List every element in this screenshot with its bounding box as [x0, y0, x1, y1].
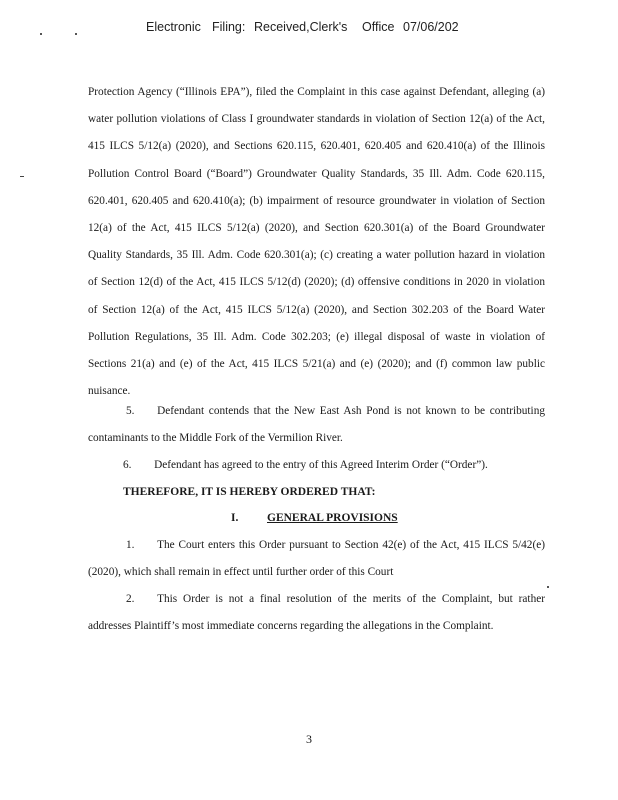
section-heading: [231, 512, 398, 524]
header-received: Received,Clerk's: [254, 20, 348, 34]
paragraph-6: 6. Defendant has agreed to the entry of this Agreed Interim Order (“Order”).: [123, 459, 488, 471]
scan-speck: [75, 33, 77, 35]
header-filing: Filing:: [212, 20, 246, 34]
provision-2: 2. This Order is not a final resolution of the merits of the Complaint, but rather addresses Plaintiff’s most immediate concerns regarding the allegations in the Complaint.: [88, 593, 545, 633]
section-title: GENERAL PROVISIONS: [267, 512, 398, 524]
page-number: 3: [306, 732, 312, 746]
scan-speck: [547, 586, 549, 588]
provision-1: 1. The Court enters this Order pursuant to Section 42(e) of the Act, 415 ILCS 5/42(e) (2020), which shall remain in effect until further order of this Court: [88, 539, 545, 579]
paragraph-intro: Protection Agency (“Illinois EPA”), filed the Complaint in this case against Defendant, alleging (a) water pollution violations of Class I groundwater standards in violation of Section 12(a) of the Act, 415 ILCS 5/12(a) (2020), and Sections 620.115, 620.401, 620.405 and 620.410(a) of the Illinois Pollution Control Board (“Board”) Groundwater Quality Standards, 35 Ill. Adm. Code 620.115, 620.401, 620.405 and 620.410(a); (b) impairment of resource groundwater in violation of Section 12(a) of the Act, 415 ILCS 5/12(a) (2020), and Section 620.301(a) of the Board Groundwater Quality Standards, 35 Ill. Adm. Code 620.301(a); (c) creating a water pollution hazard in violation of Section 12(d) of the Act, 415 ILCS 5/12(d) (2020); (d) offensive conditions in 2020 in violation of Section 12(a) of the Act, 415 ILCS 5/12(a) (2020), and Section 302.203 of the Board Water Pollution Regulations, 35 Ill. Adm. Code 302.203; (e) illegal disposal of waste in violation of Sections 21(a) and (e) of the Act, 415 ILCS 5/21(a) and (e) (2020); and (f) common law public nuisance.: [88, 86, 545, 398]
section-number: I.: [231, 512, 239, 524]
filing-stamp-header: [0, 20, 618, 38]
paragraph-5: 5. Defendant contends that the New East Ash Pond is not known to be contributing contaminants to the Middle Fork of the Vermilion River.: [88, 405, 545, 445]
scan-mark: [20, 176, 24, 177]
therefore-heading: THEREFORE, IT IS HEREBY ORDERED THAT:: [123, 486, 376, 498]
header-office: Office: [362, 20, 395, 34]
scan-speck: [40, 33, 42, 35]
header-date: 07/06/202: [403, 20, 459, 34]
header-electronic: Electronic: [146, 20, 201, 34]
